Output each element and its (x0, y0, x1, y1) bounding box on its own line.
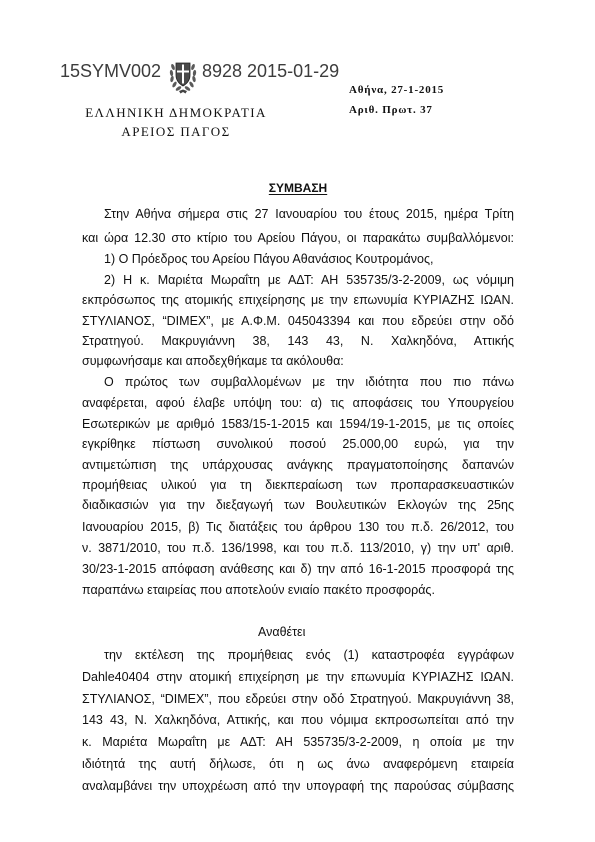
body-line: Ο πρώτος των συμβαλλομένων με την ιδιότητα που πιο πάνω (104, 375, 514, 389)
body-line: αντιμετώπιση της υπάρχουσας ανάγκης πραγματοποίησης δαπανών (82, 458, 514, 472)
body-line: Εσωτερικών με αριθμό 1583/15-1-2015 και 1594/19-1-2015, με τις οποίες (82, 417, 514, 431)
body-line: Dahle40404 στην ατομική επιχείρηση με την επωνυμία ΚΥΡΙΑΖΗΣ ΙΩΑΝ. (82, 670, 514, 684)
greek-emblem-icon (166, 57, 200, 95)
body-line: ν. 3871/2010, του π.δ. 136/1998, και του π.δ. 113/2010, γ) την υπ' αριθ. (82, 541, 514, 555)
institution-heading: ΑΡΕΙΟΣ ΠΑΓΟΣ (121, 124, 231, 139)
body-line: αναλαμβάνει την υποχρέωση από την υπογραφή της παρούσας σύμβασης (82, 779, 514, 793)
body-line: 30/23-1-2015 απόφαση ανάθεσης και δ) την από 16-1-2015 προσφορά της (82, 562, 514, 576)
body-line: 1) Ο Πρόεδρος του Αρείου Πάγου Αθανάσιος Κουτρομάνος, (104, 252, 434, 266)
document-title (82, 180, 514, 196)
body-line: αναφέρεται, αφού έλαβε υπόψη του: α) τις αποφάσεις του Υπουργείου (82, 396, 514, 410)
body-line: εγκρίθηκε πίστωση συνολικού ποσού 25.000,00 ευρώ, για την (82, 437, 514, 451)
place-date: Αθήνα, 27-1-2015 (349, 84, 445, 96)
body-line: Στρατηγού. Μακρυγιάννη 38, 143 43, Ν. Χαλκηδόνα, Αττικής (82, 334, 514, 348)
body-line: την εκτέλεση της προμήθειας ενός (1) καταστροφέα εγγράφων (104, 648, 514, 662)
body-line: συμφωνήσαμε και αποδεχθήκαμε τα ακόλουθα: (82, 354, 344, 368)
body-line: Στην Αθήνα σήμερα στις 27 Ιανουαρίου του έτους 2015, ημέρα Τρίτη (104, 207, 514, 221)
body-line: και ώρα 12.30 στο κτίριο του Αρείου Πάγου, οι παρακάτω συμβαλλόμενοι: (82, 231, 514, 245)
body-line: 143 43, Ν. Χαλκηδόνα, Αττικής, και που νόμιμα εκπροσωπείται από την (82, 713, 514, 727)
country-heading: ΕΛΛΗΝΙΚΗ ΔΗΜΟΚΡΑΤΙΑ (85, 105, 267, 120)
body-line: παραπάνω εταιρείας που αποτελούν ενιαίο πακέτο προσφοράς. (82, 583, 435, 597)
body-line: προμήθειας υλικού για τη διεκπεραίωση των προπαρασκευαστικών (82, 478, 514, 492)
body-line: κ. Μαριέτα Μωραΐτη με ΑΔΤ: ΑΗ 535735/3-2-2009, η οποία με την (82, 735, 514, 749)
body-line: ΣΤΥΛΙΑΝΟΣ, “DIMEX”, που εδρεύει στην οδό Στρατηγού. Μακρυγιάννη 38, (82, 692, 514, 706)
body-line: ιδιότητά της αυτή δήλωσε, ότι η ως άνω αναφερόμενη εταιρεία (82, 757, 514, 771)
protocol-number: Αριθ. Πρωτ. 37 (349, 104, 433, 116)
body-line: ΣΤΥΛΙΑΝΟΣ, “DIMEX”, με Α.Φ.Μ. 045043394 και που εδρεύει στην οδό (82, 314, 514, 328)
body-line: εκπρόσωπος της ατομικής επιχείρησης με την επωνυμία ΚΥΡΙΑΖΗΣ ΙΩΑΝ. (82, 293, 514, 307)
document-title-text: ΣΥΜΒΑΣΗ (268, 181, 328, 195)
assigns-heading: Αναθέτει (258, 625, 306, 639)
body-line: διαδικασιών για την διεξαγωγή των Βουλευτικών Εκλογών της 25ης (82, 498, 514, 512)
body-line: 2) Η κ. Μαριέτα Μωραΐτη με ΑΔΤ: ΑΗ 535735/3-2-2009, ως νόμιμη (104, 273, 514, 287)
body-line: Ιανουαρίου 2015, β) Τις διατάξεις του άρθρου 130 του π.δ. 26/2012, του (82, 520, 514, 534)
ada-code-suffix-date: 8928 2015-01-29 (202, 61, 340, 81)
ada-code-prefix: 15SYMV002 (60, 61, 162, 81)
